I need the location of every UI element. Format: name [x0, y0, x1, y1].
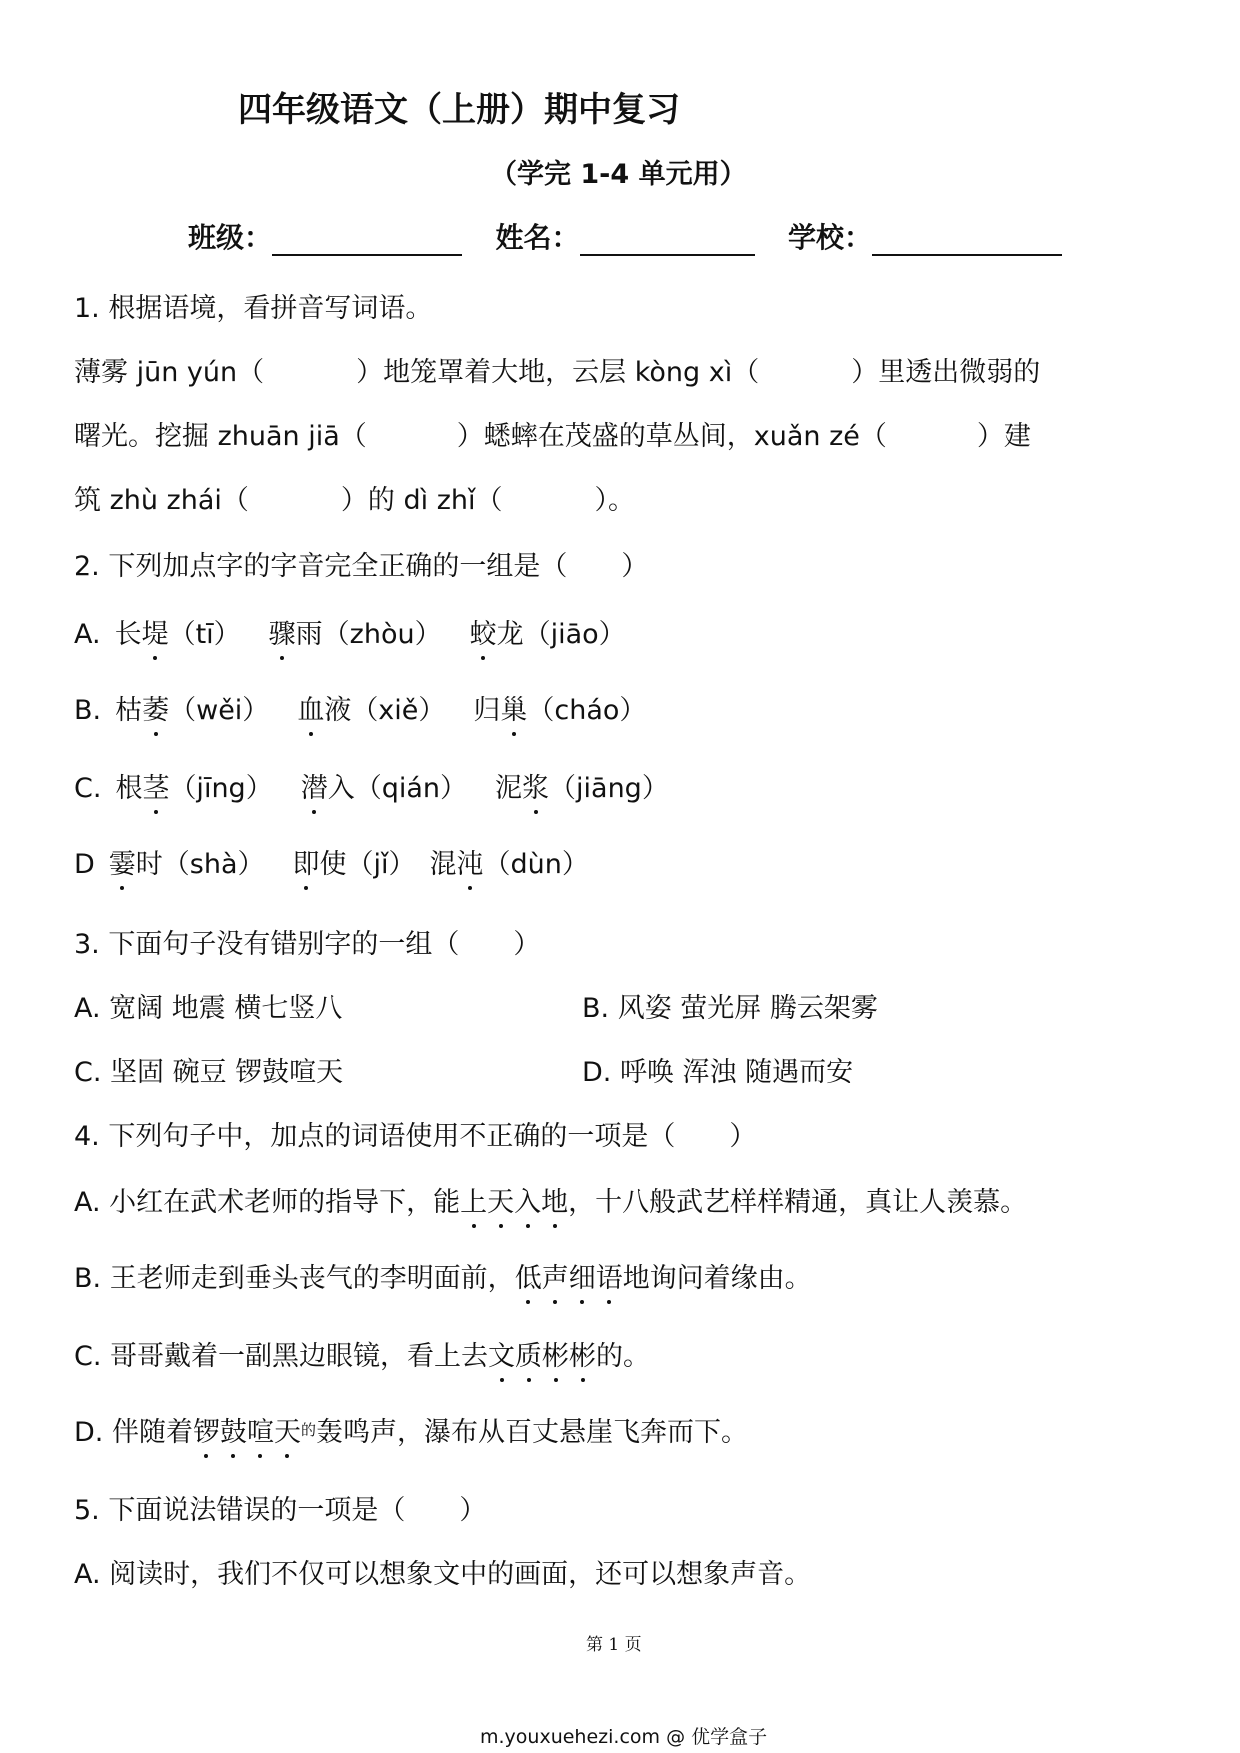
word-char: 时 [135, 849, 163, 880]
question-1-stem: 1. 根据语境，看拼音写词语。 [74, 293, 433, 324]
word-char: 入 [327, 773, 355, 804]
dotted-char: 细 [569, 1256, 596, 1295]
class-field[interactable] [272, 224, 462, 256]
word-char: 雨 [295, 619, 323, 650]
pinyin: （xiě） [351, 695, 446, 726]
dotted-char: 声 [542, 1256, 569, 1295]
pinyin: （qián） [354, 773, 468, 804]
word-char: 混 [429, 849, 457, 880]
name-field[interactable] [580, 224, 755, 256]
sentence-text: A. 小红在武术老师的指导下，能 [74, 1187, 461, 1218]
question-4-option-b[interactable] [74, 1256, 812, 1295]
question-5-stem: 5. 下面说法错误的一项是（ ） [74, 1495, 487, 1526]
question-2-option-b[interactable] [74, 688, 646, 727]
dotted-char: 彬 [569, 1334, 596, 1373]
dotted-char: 上 [460, 1180, 487, 1219]
q1-line3-text-c: ）。 [594, 485, 635, 516]
word-char: 使 [319, 849, 347, 880]
word-char: 归 [473, 695, 501, 726]
dotted-char: 血 [297, 688, 324, 727]
dotted-char: 萎 [142, 688, 169, 727]
question-4-option-d[interactable] [74, 1410, 748, 1449]
question-4-option-c[interactable] [74, 1334, 650, 1373]
q1-line3-text-a: 筑 zhù zhái（ [74, 485, 249, 516]
pinyin: （jǐ） [346, 849, 416, 880]
dotted-char: 堤 [142, 612, 169, 651]
pinyin: （jīng） [169, 773, 273, 804]
dotted-char: 骤 [269, 612, 296, 651]
name-label: 姓名： [495, 221, 580, 254]
word-char: 液 [324, 695, 352, 726]
q1-line2-text-b: ）蟋蟀在茂盛的草丛间，xuǎn zé（ [456, 421, 887, 452]
question-3-option-b[interactable]: B. 风姿 萤光屏 腾云架雾 [582, 993, 878, 1024]
dotted-char: 锣 [193, 1410, 220, 1449]
word-char: 枯 [115, 695, 143, 726]
sentence-text: B. 王老师走到垂头丧气的李明面前， [74, 1263, 515, 1294]
pinyin: （shà） [162, 849, 265, 880]
question-2-option-c[interactable] [74, 766, 669, 805]
school-label: 学校： [788, 221, 873, 254]
option-label: D [74, 849, 95, 880]
question-3-stem: 3. 下面句子没有错别字的一组（ ） [74, 929, 541, 960]
question-1-line-3 [74, 478, 635, 517]
pinyin: （jiāo） [523, 619, 626, 650]
sentence-text: ，十八般武艺样样精通，真让人羡慕。 [568, 1187, 1028, 1218]
dotted-char: 即 [293, 842, 320, 881]
dotted-char: 潜 [301, 766, 328, 805]
sentence-text: D. 伴随着 [74, 1417, 193, 1448]
word-char: 泥 [495, 773, 523, 804]
q1-line2-text-c: ）建 [976, 421, 1031, 452]
question-5-option-a[interactable]: A. 阅读时，我们不仅可以想象文中的画面，还可以想象声音。 [74, 1559, 812, 1590]
dotted-char: 语 [596, 1256, 623, 1295]
q1-line3-text-b: ）的 dì zhǐ（ [340, 485, 503, 516]
dotted-char: 质 [515, 1334, 542, 1373]
question-3-option-a[interactable]: A. 宽阔 地震 横七竖八 [74, 993, 343, 1024]
pinyin: （jiāng） [549, 773, 669, 804]
dotted-char: 蛟 [470, 612, 497, 651]
footer-watermark: m.youxuehezi.com @ 优学盒子 [480, 1726, 768, 1748]
dotted-char: 地 [541, 1180, 568, 1219]
dotted-char: 低 [515, 1256, 542, 1295]
sentence-text: C. 哥哥戴着一副黑边眼镜，看上去 [74, 1341, 489, 1372]
word-char: 长 [114, 619, 142, 650]
q1-line1-text-c: ）里透出微弱的 [851, 357, 1041, 388]
question-1-line-1 [74, 350, 1040, 389]
question-3-option-c[interactable]: C. 坚固 碗豆 锣鼓喧天 [74, 1057, 344, 1088]
dotted-char: 沌 [457, 842, 484, 881]
question-2-option-a[interactable] [74, 612, 626, 651]
question-2-option-d[interactable] [74, 842, 589, 881]
dotted-char: 天 [487, 1180, 514, 1219]
dotted-char: 天 [274, 1410, 301, 1449]
dotted-char: 茎 [142, 766, 169, 805]
option-label: B. [74, 695, 102, 726]
pinyin: （dùn） [483, 849, 589, 880]
page-title: 四年级语文（上册）期中复习 [238, 90, 680, 130]
option-label: A. [74, 619, 101, 650]
dotted-char: 霎 [109, 842, 136, 881]
question-2-stem: 2. 下列加点字的字音完全正确的一组是（ ） [74, 551, 649, 582]
dotted-char: 浆 [522, 766, 549, 805]
class-label: 班级： [188, 221, 273, 254]
question-4-option-a[interactable] [74, 1180, 1027, 1219]
pinyin: （zhòu） [322, 619, 442, 650]
dotted-char: 文 [488, 1334, 515, 1373]
word-char: 龙 [496, 619, 524, 650]
question-4-stem: 4. 下列句子中，加点的词语使用不正确的一项是（ ） [74, 1121, 757, 1152]
pinyin: （tī） [168, 619, 241, 650]
pinyin: （cháo） [527, 695, 647, 726]
dotted-char: 巢 [500, 688, 527, 727]
option-label: C. [74, 773, 102, 804]
question-3-option-d[interactable]: D. 呼唤 浑浊 随遇而安 [582, 1057, 854, 1088]
word-char: 根 [115, 773, 143, 804]
q1-line1-text-b: ）地笼罩着大地，云层 kòng xì（ [356, 357, 760, 388]
dotted-char: 鼓 [220, 1410, 247, 1449]
q1-line2-text-a: 曙光。挖掘 zhuān jiā（ [74, 421, 367, 452]
sentence-text: 地询问着缘由。 [622, 1263, 812, 1294]
pinyin: （wěi） [169, 695, 270, 726]
question-1-line-2 [74, 414, 1031, 453]
sentence-text: 的。 [596, 1341, 651, 1372]
dotted-char: 喧 [247, 1410, 274, 1449]
sentence-text: 轰鸣声，瀑布从百丈悬崖飞奔而下。 [315, 1417, 748, 1448]
page-subtitle: （学完 1-4 单元用） [490, 159, 747, 190]
small-char: 的 [300, 1421, 316, 1439]
dotted-char: 入 [514, 1180, 541, 1219]
student-info-row [188, 216, 1062, 256]
q1-line1-text-a: 薄雾 jūn yún（ [74, 357, 265, 388]
page-number: 第 1 页 [586, 1635, 642, 1655]
dotted-char: 彬 [542, 1334, 569, 1373]
school-field[interactable] [872, 224, 1062, 256]
